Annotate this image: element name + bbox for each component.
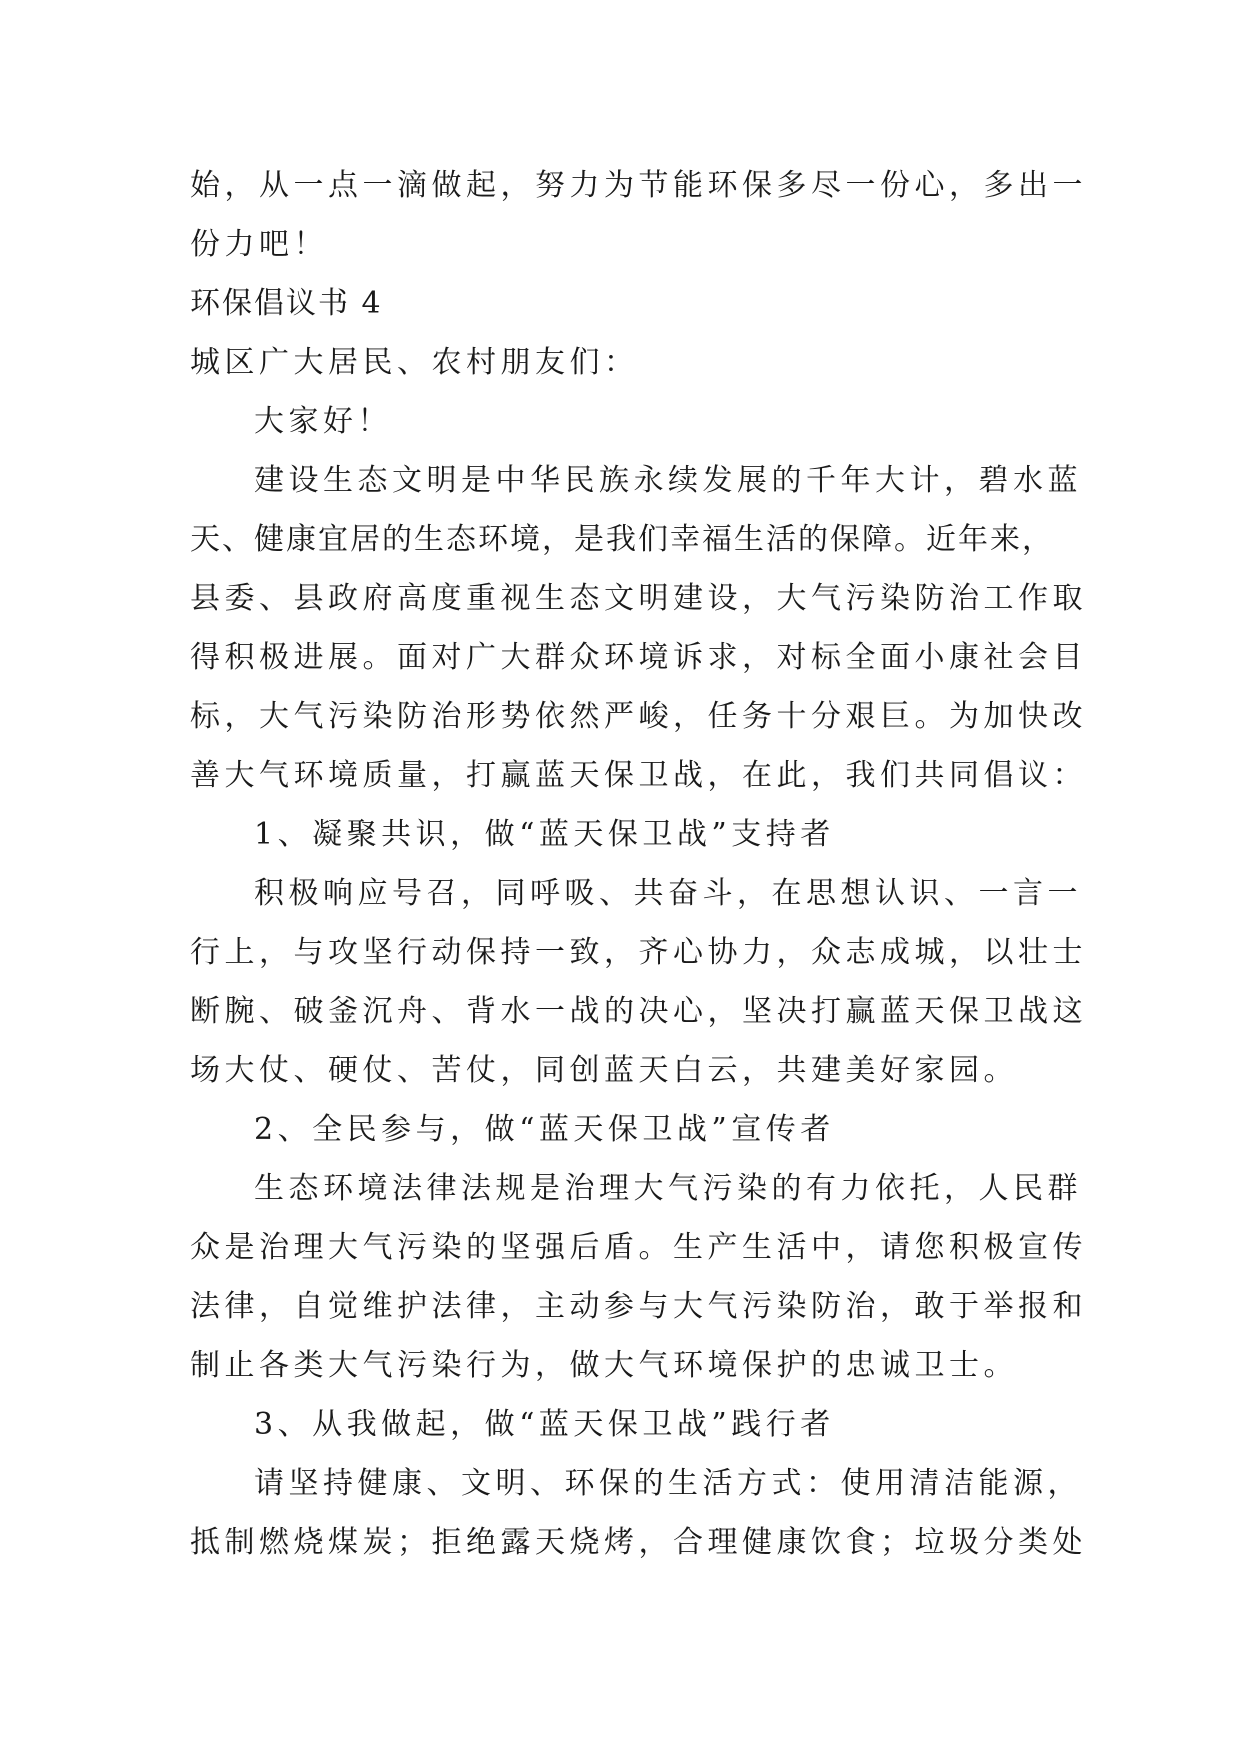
text-line: 积极响应号召，同呼吸、共奋斗，在思想认识、一言一: [254, 876, 1082, 911]
section-title: 环保倡议书 4: [190, 286, 383, 321]
text-line: 众是治理大气污染的坚强后盾。生产生活中，请您积极宣传: [190, 1230, 1087, 1265]
text-line: 标，大气污染防治形势依然严峻，任务十分艰巨。为加快改: [190, 699, 1087, 734]
text-line: 份力吧！: [190, 227, 328, 262]
item-heading-2: 2、全民参与，做“蓝天保卫战”宣传者: [254, 1112, 835, 1147]
text-line: 制止各类大气污染行为，做大气环境保护的忠诚卫士。: [190, 1348, 1018, 1383]
item-heading-1: 1、凝聚共识，做“蓝天保卫战”支持者: [254, 817, 835, 852]
text-line: 场大仗、硬仗、苦仗，同创蓝天白云，共建美好家园。: [190, 1053, 1018, 1088]
document-body: [190, 156, 1087, 1572]
text-line: 建设生态文明是中华民族永续发展的千年大计，碧水蓝: [254, 463, 1082, 498]
salutation: 城区广大居民、农村朋友们：: [190, 345, 639, 380]
text-line: 得积极进展。面对广大群众环境诉求，对标全面小康社会目: [190, 640, 1087, 675]
text-line: 县委、县政府高度重视生态文明建设，大气污染防治工作取: [190, 581, 1087, 616]
text-line: 生态环境法律法规是治理大气污染的有力依托，人民群: [254, 1171, 1082, 1206]
text-line: 始，从一点一滴做起，努力为节能环保多尽一份心，多出一: [190, 168, 1087, 203]
text-line: 天、健康宜居的生态环境，是我们幸福生活的保障。近年来，: [190, 522, 1054, 557]
text-line: 请坚持健康、文明、环保的生活方式：使用清洁能源，: [254, 1466, 1082, 1501]
text-line: 断腕、破釜沉舟、背水一战的决心，坚决打赢蓝天保卫战这: [190, 994, 1087, 1029]
greeting: 大家好！: [254, 404, 392, 439]
item-heading-3: 3、从我做起，做“蓝天保卫战”践行者: [254, 1407, 835, 1442]
text-line: 善大气环境质量，打赢蓝天保卫战，在此，我们共同倡议：: [190, 758, 1087, 793]
text-line: 抵制燃烧煤炭；拒绝露天烧烤，合理健康饮食；垃圾分类处: [190, 1525, 1087, 1560]
text-line: 行上，与攻坚行动保持一致，齐心协力，众志成城，以壮士: [190, 935, 1087, 970]
text-line: 法律，自觉维护法律，主动参与大气污染防治，敢于举报和: [190, 1289, 1087, 1324]
